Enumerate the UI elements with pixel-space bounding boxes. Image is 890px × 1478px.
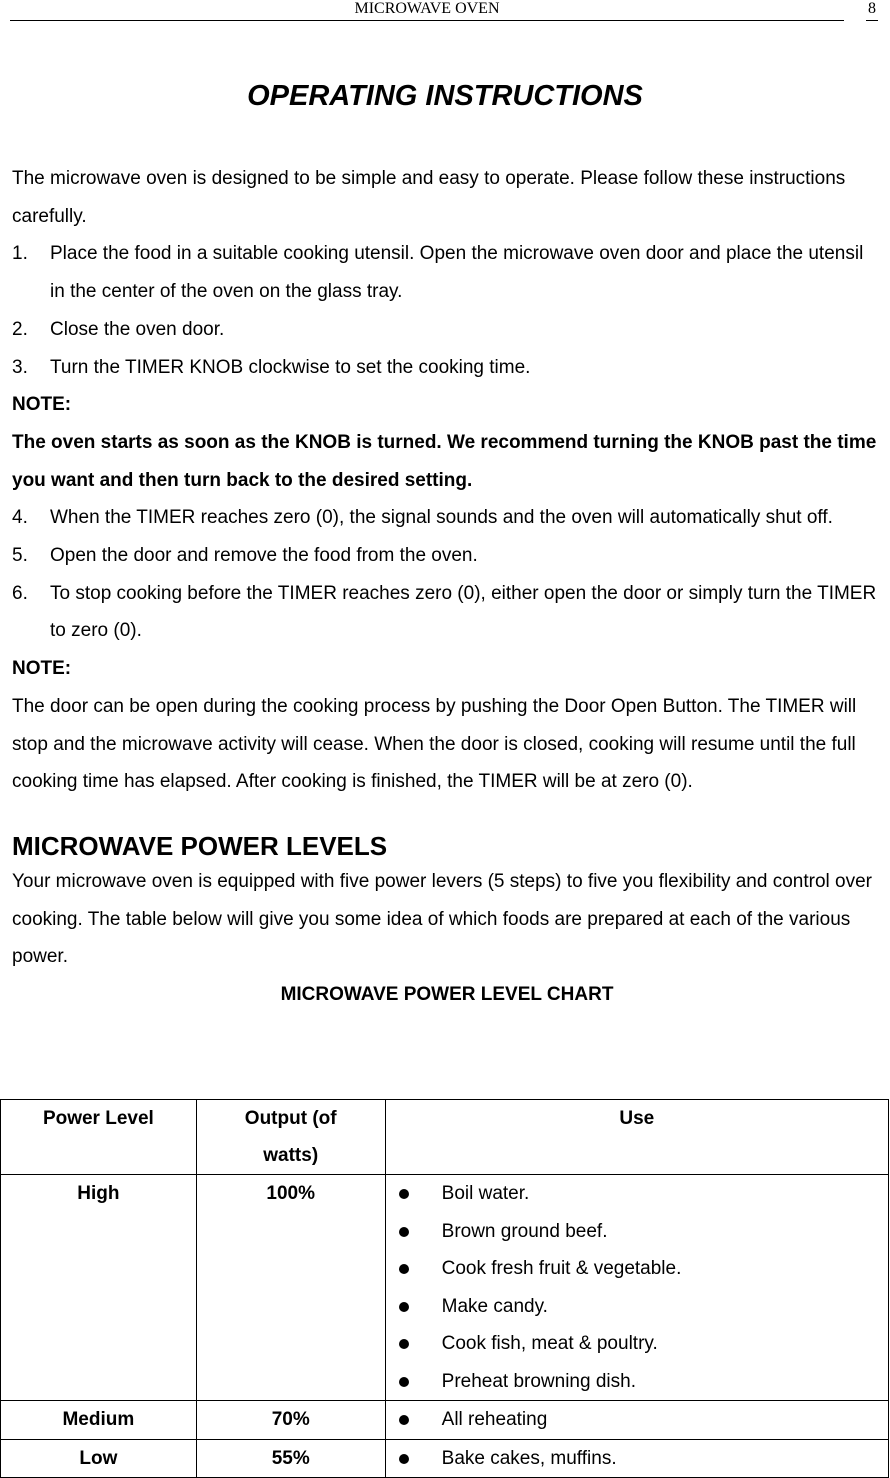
section-heading: MICROWAVE POWER LEVELS bbox=[12, 830, 388, 861]
step-text: When the TIMER reaches zero (0), the signal sounds and the oven will automatically shut off. bbox=[50, 507, 833, 529]
step-number: 1. bbox=[12, 243, 28, 265]
step-number: 4. bbox=[12, 507, 28, 529]
power-level-table bbox=[0, 1099, 889, 1478]
step-6 bbox=[12, 575, 882, 650]
table-row bbox=[1, 1401, 889, 1440]
note-text: The door can be open during the cooking process by pushing the Door Open Button. The TIMER will stop and the microwave activity will cease. When the door is closed, cooking will resume until the full cooking time has elapsed. After cooking is finished, the TIMER will be at zero (0). bbox=[12, 695, 857, 793]
column-header: Power Level bbox=[1, 1100, 197, 1175]
section-paragraph: Your microwave oven is equipped with five power levers (5 steps) to five you flexibility and control over cooking. The table below will give you some idea of which foods are prepared at each of the various power. bbox=[12, 870, 872, 968]
chart-title: MICROWAVE POWER LEVEL CHART bbox=[280, 984, 614, 1006]
use-item: All reheating bbox=[386, 1401, 888, 1439]
note-text: The oven starts as soon as the KNOB is turned. We recommend turning the KNOB past the time you want and then turn back to the desired setting. bbox=[12, 431, 877, 491]
table-header-row bbox=[1, 1100, 889, 1175]
output-cell: 70% bbox=[196, 1401, 385, 1440]
document-body bbox=[12, 160, 882, 1014]
use-cell bbox=[385, 1175, 888, 1401]
column-header: Output (of watts) bbox=[196, 1100, 385, 1175]
step-text: Open the door and remove the food from the oven. bbox=[50, 545, 478, 567]
page-header bbox=[0, 0, 890, 24]
step-number: 6. bbox=[12, 582, 28, 604]
output-cell: 100% bbox=[196, 1175, 385, 1401]
use-cell bbox=[385, 1439, 888, 1478]
power-level-cell: Medium bbox=[1, 1401, 197, 1440]
table-row bbox=[1, 1439, 889, 1478]
step-3 bbox=[12, 349, 882, 387]
step-1 bbox=[12, 235, 882, 310]
use-item: Cook fish, meat & poultry. bbox=[386, 1325, 888, 1363]
use-item: Preheat browning dish. bbox=[386, 1363, 888, 1401]
column-header: Use bbox=[385, 1100, 888, 1175]
step-4 bbox=[12, 499, 882, 537]
use-item: Bake cakes, muffins. bbox=[386, 1440, 888, 1478]
use-item: Cook fresh fruit & vegetable. bbox=[386, 1250, 888, 1288]
step-text: Place the food in a suitable cooking utensil. Open the microwave oven door and place the utensil in the center of the oven on the glass tray. bbox=[50, 243, 864, 303]
page-title: OPERATING INSTRUCTIONS bbox=[247, 80, 643, 112]
use-item: Brown ground beef. bbox=[386, 1213, 888, 1251]
use-item: Make candy. bbox=[386, 1288, 888, 1326]
page-number: 8 bbox=[868, 0, 876, 17]
use-cell bbox=[385, 1401, 888, 1440]
power-level-cell: Low bbox=[1, 1439, 197, 1478]
step-5 bbox=[12, 537, 882, 575]
header-title: MICROWAVE OVEN bbox=[354, 0, 500, 17]
intro-paragraph: The microwave oven is designed to be simple and easy to operate. Please follow these instructions carefully. bbox=[12, 168, 846, 227]
use-item: Boil water. bbox=[386, 1175, 888, 1213]
step-number: 2. bbox=[12, 318, 28, 340]
step-text: Turn the TIMER KNOB clockwise to set the cooking time. bbox=[50, 356, 531, 378]
power-level-cell: High bbox=[1, 1175, 197, 1401]
header-rule bbox=[10, 20, 844, 21]
step-number: 5. bbox=[12, 545, 28, 567]
step-text: Close the oven door. bbox=[50, 318, 225, 340]
note-label: NOTE: bbox=[12, 394, 72, 416]
step-text: To stop cooking before the TIMER reaches zero (0), either open the door or simply turn the TIMER to zero (0). bbox=[50, 582, 877, 642]
note-label: NOTE: bbox=[12, 658, 72, 680]
page-number-rule bbox=[866, 20, 878, 21]
output-cell: 55% bbox=[196, 1439, 385, 1478]
step-2 bbox=[12, 311, 882, 349]
step-number: 3. bbox=[12, 356, 28, 378]
table-row bbox=[1, 1175, 889, 1401]
